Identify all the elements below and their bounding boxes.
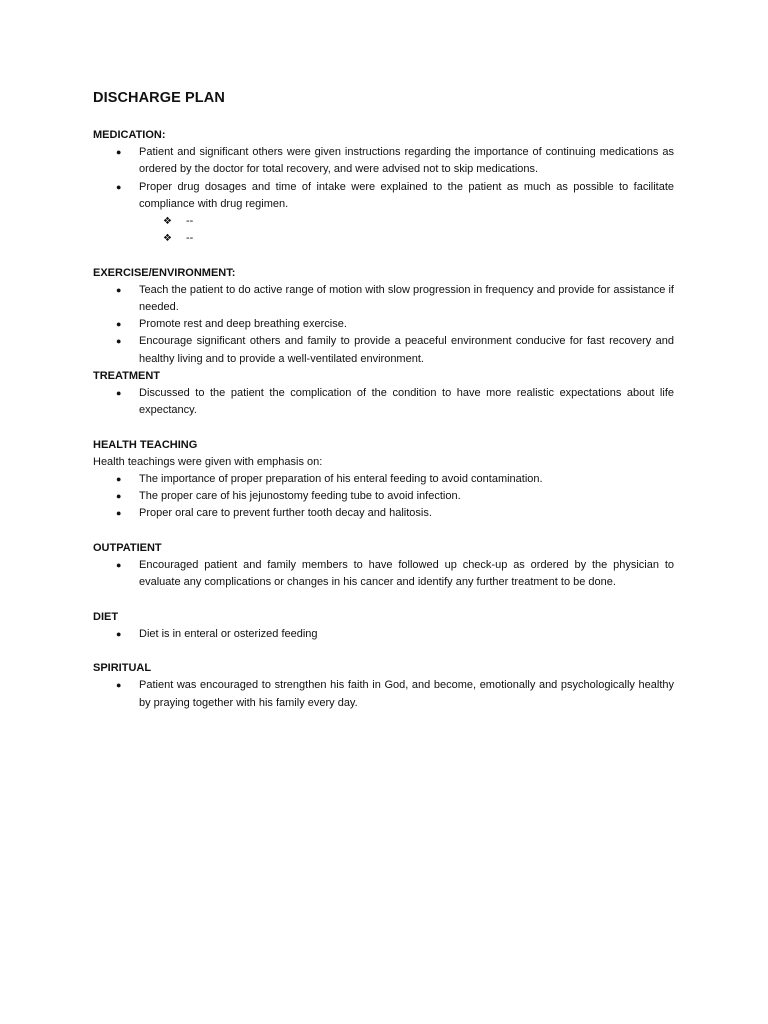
list-item — [93, 677, 674, 711]
spacer — [93, 247, 674, 264]
bullet-list — [93, 282, 674, 368]
bullet-icon: ● — [116, 181, 122, 192]
bullet-icon: ● — [116, 336, 122, 347]
document-page — [93, 88, 674, 712]
section-exercise-environment — [93, 265, 674, 368]
section-heading-outpatient: OUTPATIENT — [93, 541, 162, 554]
bullet-list — [93, 677, 674, 711]
section-heading-treatment: TREATMENT — [93, 369, 161, 382]
spacer — [93, 643, 674, 660]
section-medication — [93, 127, 674, 247]
section-health-teaching — [93, 437, 674, 523]
bullet-list — [93, 471, 674, 523]
list-item-text: Teach the patient to do active range of motion with slow progression in frequency and provide for assistance if needed. — [139, 283, 674, 314]
bullet-list — [93, 385, 674, 419]
list-item — [93, 316, 674, 333]
list-item-text: Patient and significant others were given instructions regarding the importance of continuing medications as ordered by the doctor for total recovery, and were advised not to skip medications. — [139, 146, 674, 176]
list-item — [93, 471, 674, 488]
sub-bullet-list — [93, 213, 674, 247]
list-item-text: Patient was encouraged to strengthen his faith in God, and become, emotionally and psychologically healthy by praying together with his family every day. — [139, 679, 674, 709]
list-item-text: Promote rest and deep breathing exercise. — [139, 318, 347, 331]
section-spiritual — [93, 660, 674, 712]
list-item — [93, 333, 674, 367]
bullet-list — [93, 626, 674, 643]
list-item — [93, 505, 674, 522]
section-heading-exercise-environment: EXERCISE/ENVIRONMENT: — [93, 266, 236, 279]
sub-list-item — [93, 230, 674, 247]
section-treatment — [93, 368, 674, 420]
section-heading-diet: DIET — [93, 610, 119, 623]
bullet-icon: ● — [116, 284, 122, 295]
document-title: DISCHARGE PLAN — [93, 90, 225, 106]
list-item-text: The importance of proper preparation of his enteral feeding to avoid contamination. — [139, 473, 543, 486]
list-item — [93, 488, 674, 505]
bullet-icon: ● — [116, 388, 122, 399]
section-intro-text: Health teachings were given with emphasis on: — [93, 455, 323, 468]
bullet-icon: ● — [116, 491, 122, 502]
list-item-text: Discussed to the patient the complication of the condition to have more realistic expectations about life expectancy. — [139, 387, 674, 417]
list-item-text: Encourage significant others and family to provide a peaceful environment conducive for fast recovery and healthy living and to provide a well-ventilated environment. — [139, 335, 674, 365]
sub-list-item — [93, 213, 674, 230]
spacer — [93, 523, 674, 540]
bullet-icon: ● — [116, 628, 122, 639]
bullet-icon: ● — [116, 147, 122, 158]
list-item-text: Encouraged patient and family members to have followed up check-up as ordered by the physician to evaluate any complications or changes in his cancer and identify any further treatment to be done. — [139, 559, 674, 589]
spacer — [93, 591, 674, 608]
bullet-list — [93, 144, 674, 213]
diamond-bullet-icon: ❖ — [163, 216, 172, 228]
bullet-icon: ● — [116, 474, 122, 485]
sub-list-item-text: -- — [186, 215, 194, 228]
list-item-text: Diet is in enteral or osterized feeding — [139, 627, 318, 640]
sub-list-item-text: -- — [186, 232, 194, 245]
list-item-text: Proper oral care to prevent further tooth decay and halitosis. — [139, 507, 432, 520]
section-diet — [93, 609, 674, 643]
list-item — [93, 626, 674, 643]
list-item — [93, 385, 674, 419]
bullet-icon: ● — [116, 680, 122, 691]
list-item-text: Proper drug dosages and time of intake were explained to the patient as much as possible to facilitate compliance with drug regimen. — [139, 180, 674, 210]
section-heading-health-teaching: HEALTH TEACHING — [93, 438, 198, 451]
bullet-list — [93, 557, 674, 591]
spacer — [93, 419, 674, 436]
bullet-icon: ● — [116, 319, 122, 330]
section-heading-spiritual: SPIRITUAL — [93, 662, 152, 675]
list-item — [93, 179, 674, 213]
section-outpatient — [93, 540, 674, 592]
list-item — [93, 144, 674, 178]
list-item — [93, 557, 674, 591]
bullet-icon: ● — [116, 560, 122, 571]
diamond-bullet-icon: ❖ — [163, 233, 172, 245]
section-heading-medication: MEDICATION: — [93, 129, 166, 141]
list-item-text: The proper care of his jejunostomy feeding tube to avoid infection. — [139, 490, 461, 503]
list-item — [93, 282, 674, 316]
bullet-icon: ● — [116, 508, 122, 519]
